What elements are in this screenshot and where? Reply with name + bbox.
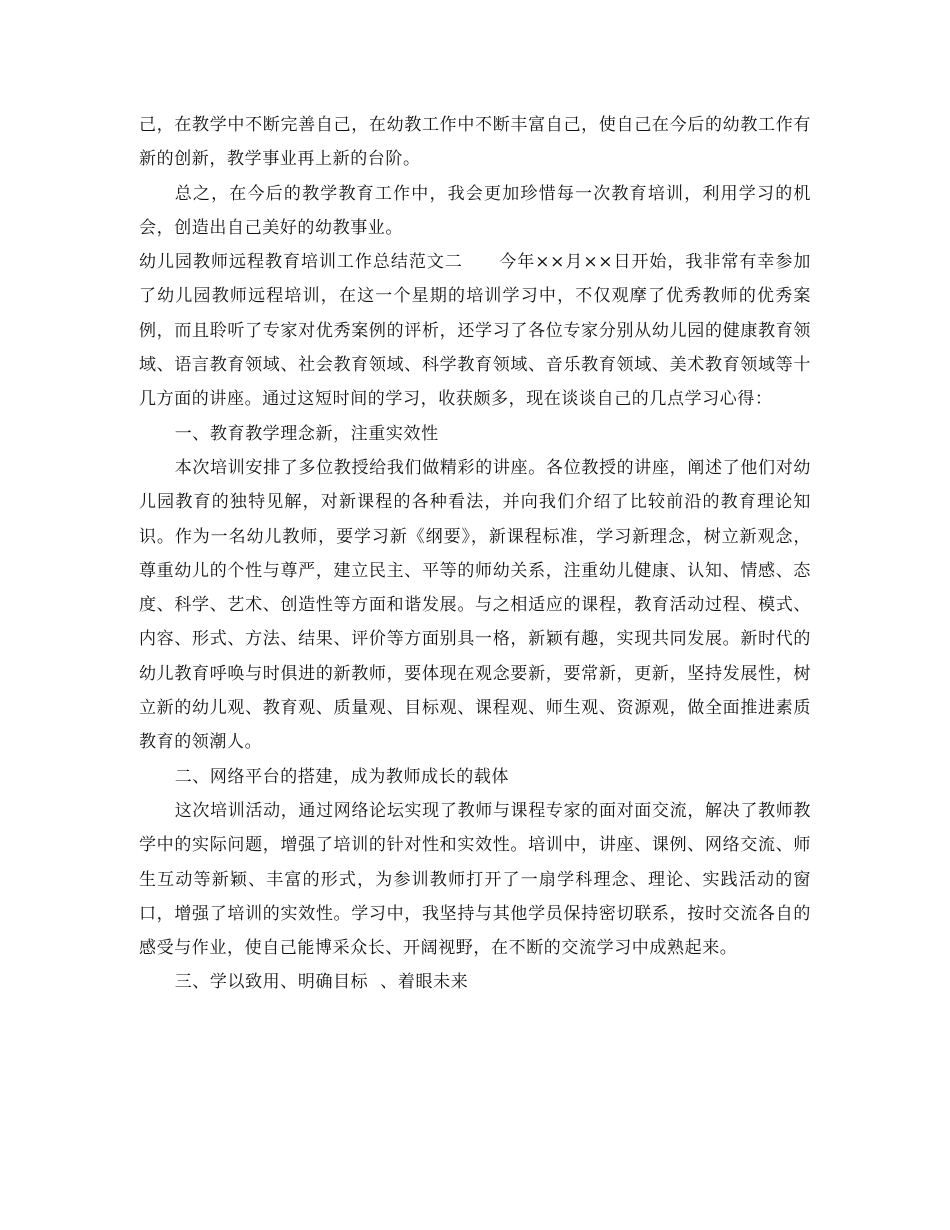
heading-one: 一、教育教学理念新，注重实效性 <box>174 423 439 444</box>
heading-two: 二、网络平台的搭建，成为教师成长的载体 <box>174 766 510 787</box>
paragraph-section-intro <box>139 245 811 416</box>
section-intro-text: 今年××月××日开始，我非常有幸参加了幼儿园教师远程培训，在这一个星期的培训学习中，不仅观摩了优秀教师的优秀案例，而且聆听了专家对优秀案例的评析，还学习了各位专家分别从幼儿园的健康教育领域、语言教育领域、社会教育领域、科学教育领域、音乐教育领域、美术教育领域等十几方面的讲座。通过这短时间的学习，收获颇多，现在谈谈自己的几点学习心得： <box>139 252 811 410</box>
paragraph-continuation: 己，在教学中不断完善自己，在幼教工作中不断丰富自己，使自己在今后的幼教工作有新的创新，教学事业再上新的台阶。 <box>139 115 811 170</box>
paragraph-two: 这次培训活动，通过网络论坛实现了教师与课程专家的面对面交流，解决了教师教学中的实际问题，增强了培训的针对性和实效性。培训中，讲座、课例、网络交流、师生互动等新颖、丰富的形式，为参训教师打开了一扇学科理念、理论、实践活动的窗口，增强了培训的实效性。学习中，我坚持与其他学员保持密切联系，按时交流各自的感受与作业，使自己能博采众长、开阔视野，在不断的交流学习中成熟起来。 <box>139 800 811 959</box>
heading-three: 三、学以致用、明确目标 、着眼未来 <box>174 972 469 993</box>
section-title: 幼儿园教师远程教育培训工作总结范文二 <box>139 252 463 273</box>
paragraph-conclusion: 总之，在今后的教学教育工作中，我会更加珍惜每一次教育培训，利用学习的机会，创造出自己美好的幼教事业。 <box>139 183 811 238</box>
document-page <box>139 108 811 1000</box>
paragraph-one: 本次培训安排了多位教授给我们做精彩的讲座。各位教授的讲座，阐述了他们对幼儿园教育的独特见解，对新课程的各种看法，并向我们介绍了比较前沿的教育理论知识。作为一名幼儿教师，要学习新《纲要》，新课程标准，学习新理念，树立新观念，尊重幼儿的个性与尊严，建立民主、平等的师幼关系，注重幼儿健康、认知、情感、态度、科学、艺术、创造性等方面和谐发展。与之相适应的课程，教育活动过程、模式、内容、形式、方法、结果、评价等方面别具一格，新颖有趣，实现共同发展。新时代的幼儿教育呼唤与时俱进的新教师，要体现在观念要新，要常新，更新，坚持发展性，树立新的幼儿观、教育观、质量观、目标观、课程观、师生观、资源观，做全面推进素质教育的领潮人。 <box>139 457 811 753</box>
